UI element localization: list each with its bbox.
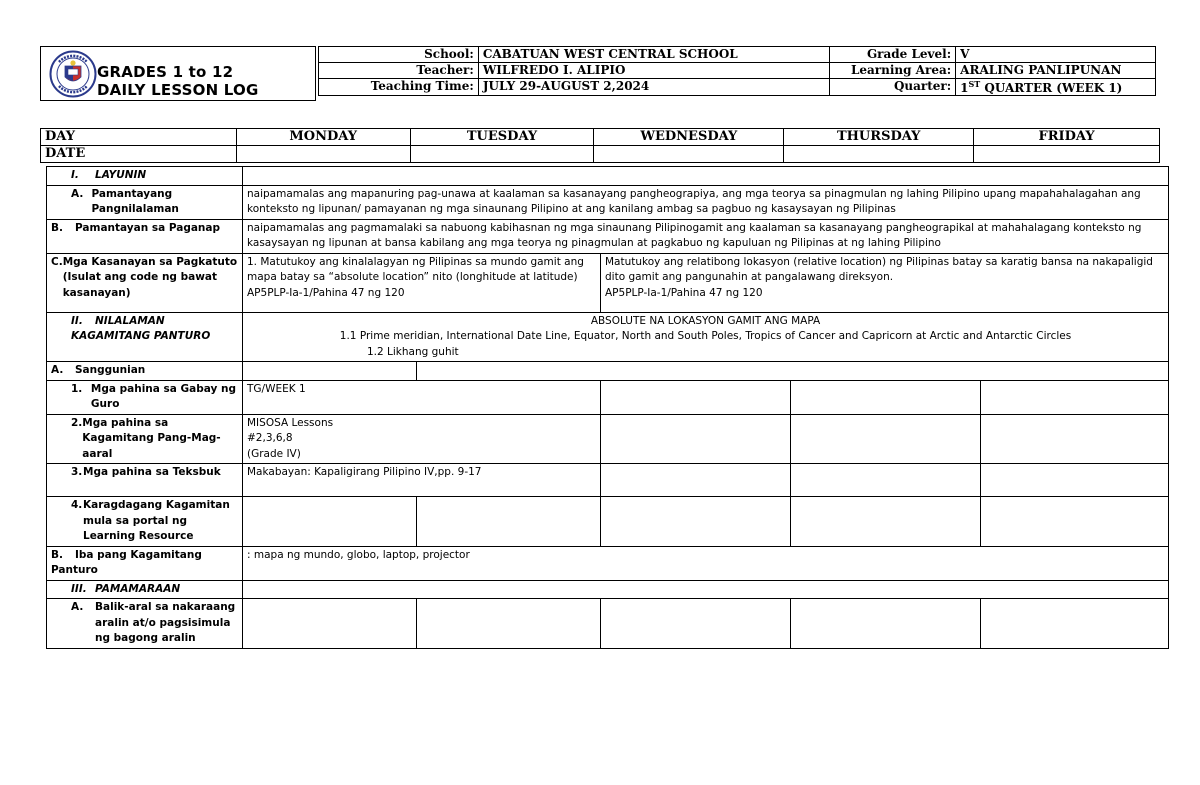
deped-seal-icon: [49, 50, 97, 98]
teksbuk-wednesday[interactable]: [601, 464, 791, 497]
date-tuesday[interactable]: [410, 146, 594, 163]
day-monday: MONDAY: [236, 129, 410, 146]
balik-aral-thursday[interactable]: [791, 599, 981, 649]
grade-level-label: Grade Level:: [830, 47, 956, 63]
layunin-content[interactable]: [243, 167, 1169, 186]
karagdagan-friday[interactable]: [981, 497, 1169, 547]
balik-aral-monday[interactable]: [243, 599, 417, 649]
page-title: [97, 63, 259, 99]
pagganap-label: B. Pamantayan sa Paganap: [47, 219, 243, 253]
date-label: DATE: [41, 146, 237, 163]
pangnilalaman-text: naipamamalas ang mapanuring pag-unawa at kaalaman sa kasanayang pangheograpiya, ang mga teorya sa pinagmulan ng lahing Pilipino upang mapahahalagahan ang konteksto ng lipunan/ pamayanan ng mga sinaunang Pilipino at ang kanilang ambag sa pagbuo ng kasaysayan ng Pilipinas: [243, 185, 1169, 219]
date-friday[interactable]: [974, 146, 1160, 163]
kagamitan-monday: MISOSA Lessons #2,3,6,8 (Grade IV): [243, 414, 601, 464]
date-thursday[interactable]: [784, 146, 974, 163]
learning-area-value: ARALING PANLIPUNAN: [956, 63, 1156, 79]
kagamitan-label: 2. Mga pahina sa Kagamitang Pang-Mag-aaral: [47, 414, 243, 464]
school-label: School:: [319, 47, 479, 63]
kagamitan-wednesday[interactable]: [601, 414, 791, 464]
day-tuesday: TUESDAY: [410, 129, 594, 146]
gabay-friday[interactable]: [981, 380, 1169, 414]
pangnilalaman-label: A. Pamantayang Pangnilalaman: [47, 185, 243, 219]
teaching-time-label: Teaching Time:: [319, 79, 479, 96]
table-row: [47, 253, 1169, 312]
karagdagan-thursday[interactable]: [791, 497, 981, 547]
table-row: [47, 497, 1169, 547]
table-row: [47, 185, 1169, 219]
gabay-label: 1. Mga pahina sa Gabay ng Guro: [47, 380, 243, 414]
header-info-table: [318, 46, 1156, 96]
sanggunian-rest[interactable]: [417, 362, 1169, 381]
karagdagan-tuesday[interactable]: [417, 497, 601, 547]
sanggunian-monday[interactable]: [243, 362, 417, 381]
teacher-label: Teacher:: [319, 63, 479, 79]
gabay-wednesday[interactable]: [601, 380, 791, 414]
nilalaman-heading: II. NILALAMAN KAGAMITANG PANTURO: [47, 312, 243, 362]
teksbuk-thursday[interactable]: [791, 464, 981, 497]
header-title-box: [40, 46, 316, 101]
date-wednesday[interactable]: [594, 146, 784, 163]
lesson-log-table: [46, 166, 1169, 649]
teksbuk-monday: Makabayan: Kapaligirang Pilipino IV,pp. 9-17: [243, 464, 601, 497]
teacher-value: WILFREDO I. ALIPIO: [478, 63, 829, 79]
date-monday[interactable]: [236, 146, 410, 163]
table-row: [47, 362, 1169, 381]
school-value: CABATUAN WEST CENTRAL SCHOOL: [478, 47, 829, 63]
balik-aral-label: A. Balik-aral sa nakaraang aralin at/o pagsisimula ng bagong aralin: [47, 599, 243, 649]
pagganap-text: naipamamalas ang pagmamalaki sa nabuong kabihasnan ng mga sinaunang Pilipinogamit ang kaalaman sa kasanayang pangheograpikal at mahahalagang konteksto ng kasaysayan ng lipunan at bansa kabilang ang mga teorya ng pinagmulan at pagkabuo ng kapuluan ng Pilipinas at ng lahing Pilipino: [243, 219, 1169, 253]
day-friday: FRIDAY: [974, 129, 1160, 146]
day-thursday: THURSDAY: [784, 129, 974, 146]
gabay-monday: TG/WEEK 1: [243, 380, 601, 414]
table-row: [47, 380, 1169, 414]
balik-aral-friday[interactable]: [981, 599, 1169, 649]
kasanayan-wednesday: Matutukoy ang relatibong lokasyon (relative location) ng Pilipinas batay sa karatig bansa na nakapaligid dito gamit ang pangunahin at pangalawang direksyon. AP5PLP-Ia-1/Pahina 47 ng 120: [601, 253, 1169, 312]
kasanayan-label: C. Mga Kasanayan sa Pagkatuto (Isulat ang code ng bawat kasanayan): [47, 253, 243, 312]
grade-level-value: V: [956, 47, 1156, 63]
teksbuk-label: 3.Mga pahina sa Teksbuk: [47, 464, 243, 497]
table-row: [47, 414, 1169, 464]
pamamaraan-content[interactable]: [243, 580, 1169, 599]
karagdagan-label: 4. Karagdagang Kagamitan mula sa portal ng Learning Resource: [47, 497, 243, 547]
day-wednesday: WEDNESDAY: [594, 129, 784, 146]
table-row: [47, 312, 1169, 362]
teaching-time-value: JULY 29-AUGUST 2,2024: [478, 79, 829, 96]
karagdagan-monday[interactable]: [243, 497, 417, 547]
nilalaman-content: ABSOLUTE NA LOKASYON GAMIT ANG MAPA 1.1 Prime meridian, International Date Line, Equator, North and South Poles, Tropics of Cancer and Capricorn at Arctic and Antarctic Circles 1.2 Likhang guhit: [243, 312, 1169, 362]
kagamitan-thursday[interactable]: [791, 414, 981, 464]
day-table: [40, 128, 1160, 163]
kasanayan-monday: 1. Matutukoy ang kinalalagyan ng Pilipinas sa mundo gamit ang mapa batay sa “absolute location” nito (longhitude at latitude) AP5PLP-Ia-1/Pahina 47 ng 120: [243, 253, 601, 312]
iba-text: : mapa ng mundo, globo, laptop, projector: [243, 546, 1169, 580]
quarter-value: 1ST QUARTER (WEEK 1): [956, 79, 1156, 96]
table-row: [47, 464, 1169, 497]
table-row: [47, 599, 1169, 649]
layunin-heading: I. LAYUNIN: [47, 167, 243, 186]
kagamitan-friday[interactable]: [981, 414, 1169, 464]
table-row: [47, 219, 1169, 253]
pamamaraan-heading: III. PAMAMARAAN: [47, 580, 243, 599]
table-row: [47, 546, 1169, 580]
title-line-2: DAILY LESSON LOG: [97, 81, 259, 99]
table-row: [47, 167, 1169, 186]
karagdagan-wednesday[interactable]: [601, 497, 791, 547]
sanggunian-heading: A. Sanggunian: [47, 362, 243, 381]
balik-aral-tuesday[interactable]: [417, 599, 601, 649]
iba-label: B. Iba pang Kagamitang Panturo: [47, 546, 243, 580]
quarter-label: Quarter:: [830, 79, 956, 96]
day-label: DAY: [41, 129, 237, 146]
balik-aral-wednesday[interactable]: [601, 599, 791, 649]
learning-area-label: Learning Area:: [830, 63, 956, 79]
teksbuk-friday[interactable]: [981, 464, 1169, 497]
table-row: [47, 580, 1169, 599]
gabay-thursday[interactable]: [791, 380, 981, 414]
title-line-1: GRADES 1 to 12: [97, 63, 234, 81]
